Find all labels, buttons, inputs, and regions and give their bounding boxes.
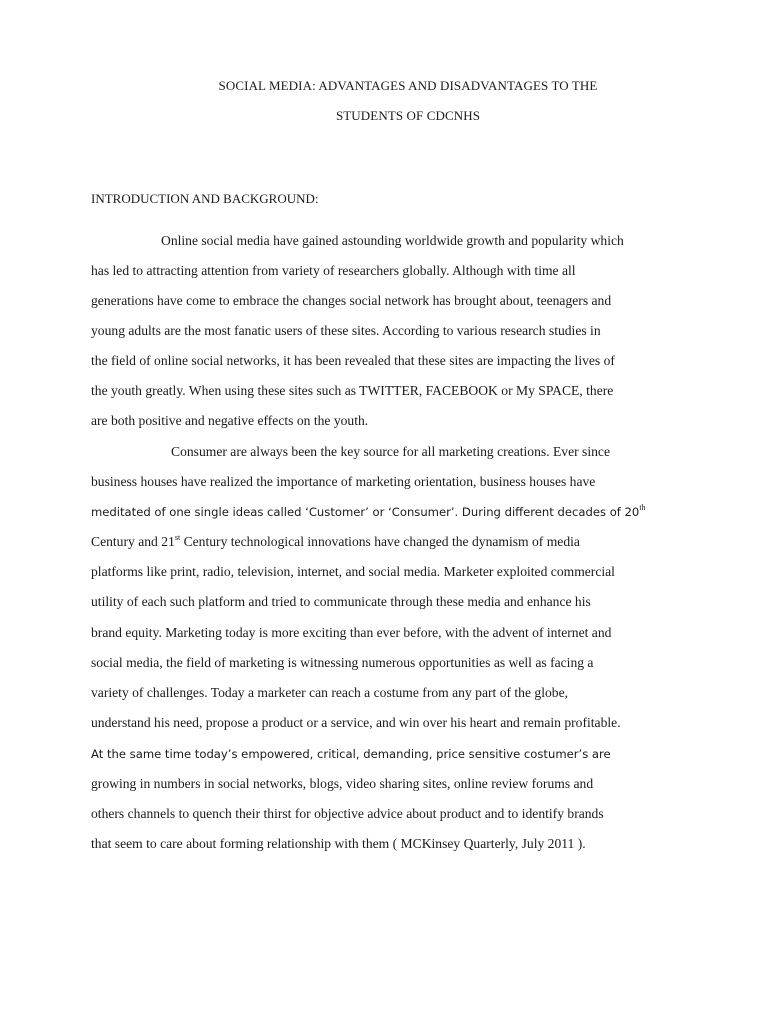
- paragraph-2-line-6: utility of each such platform and tried to communicate through these media and enhance his: [91, 594, 591, 609]
- paragraph-2-line-10: understand his need, propose a product or a service, and win over his heart and remain profitable.: [91, 715, 621, 730]
- paragraph-2-line-4-post: Century technological innovations have changed the dynamism of media: [180, 534, 580, 549]
- paragraph-2-line-3-text: meditated of one single ideas called ‘Customer’ or ‘Consumer’. During different decades of 20: [91, 505, 640, 519]
- paragraph-1-line-1: Online social media have gained astounding worldwide growth and popularity which: [161, 233, 624, 248]
- paragraph-2-line-9: variety of challenges. Today a marketer can reach a costume from any part of the globe,: [91, 685, 569, 700]
- paragraph-1-line-6: the youth greatly. When using these sites such as TWITTER, FACEBOOK or My SPACE, there: [91, 383, 614, 398]
- paragraph-2-line-3: [91, 504, 646, 520]
- paragraph-2-line-5: platforms like print, radio, television, internet, and social media. Marketer exploited commercial: [91, 564, 615, 579]
- paragraph-2-line-2: business houses have realized the importance of marketing orientation, business houses have: [91, 474, 596, 489]
- paragraph-2-line-4: [91, 534, 580, 550]
- paragraph-2-line-1: Consumer are always been the key source for all marketing creations. Ever since: [171, 444, 610, 459]
- paragraph-2-line-7: brand equity. Marketing today is more exciting than ever before, with the advent of internet and: [91, 625, 612, 640]
- superscript-st: st: [174, 533, 181, 542]
- paragraph-2-line-13: others channels to quench their thirst for objective advice about product and to identify brands: [91, 806, 604, 821]
- paragraph-2-line-14: that seem to care about forming relationship with them ( MCKinsey Quarterly, July 2011 ).: [91, 836, 586, 851]
- paragraph-2-line-8: social media, the field of marketing is witnessing numerous opportunities as well as facing a: [91, 655, 594, 670]
- paragraph-2-line-4-pre: Century and 21: [91, 534, 175, 549]
- superscript-th: th: [639, 503, 646, 512]
- document-title-line-1: SOCIAL MEDIA: ADVANTAGES AND DISADVANTAGES TO THE: [218, 78, 598, 93]
- paragraph-1-line-2: has led to attracting attention from variety of researchers globally. Although with time all: [91, 263, 576, 278]
- section-heading: INTRODUCTION AND BACKGROUND:: [91, 191, 319, 206]
- paragraph-1-line-7: are both positive and negative effects on the youth.: [91, 413, 369, 428]
- paragraph-2-line-11: At the same time today’s empowered, critical, demanding, price sensitive costumer’s are: [91, 747, 611, 761]
- paragraph-1-line-4: young adults are the most fanatic users of these sites. According to various research studies in: [91, 323, 601, 338]
- paragraph-1-line-5: the field of online social networks, it has been revealed that these sites are impacting the lives of: [91, 353, 615, 368]
- paragraph-1-line-3: generations have come to embrace the changes social network has brought about, teenagers and: [91, 293, 612, 308]
- paragraph-2-line-12: growing in numbers in social networks, blogs, video sharing sites, online review forums and: [91, 776, 594, 791]
- document-title-line-2: STUDENTS OF CDCNHS: [335, 108, 481, 123]
